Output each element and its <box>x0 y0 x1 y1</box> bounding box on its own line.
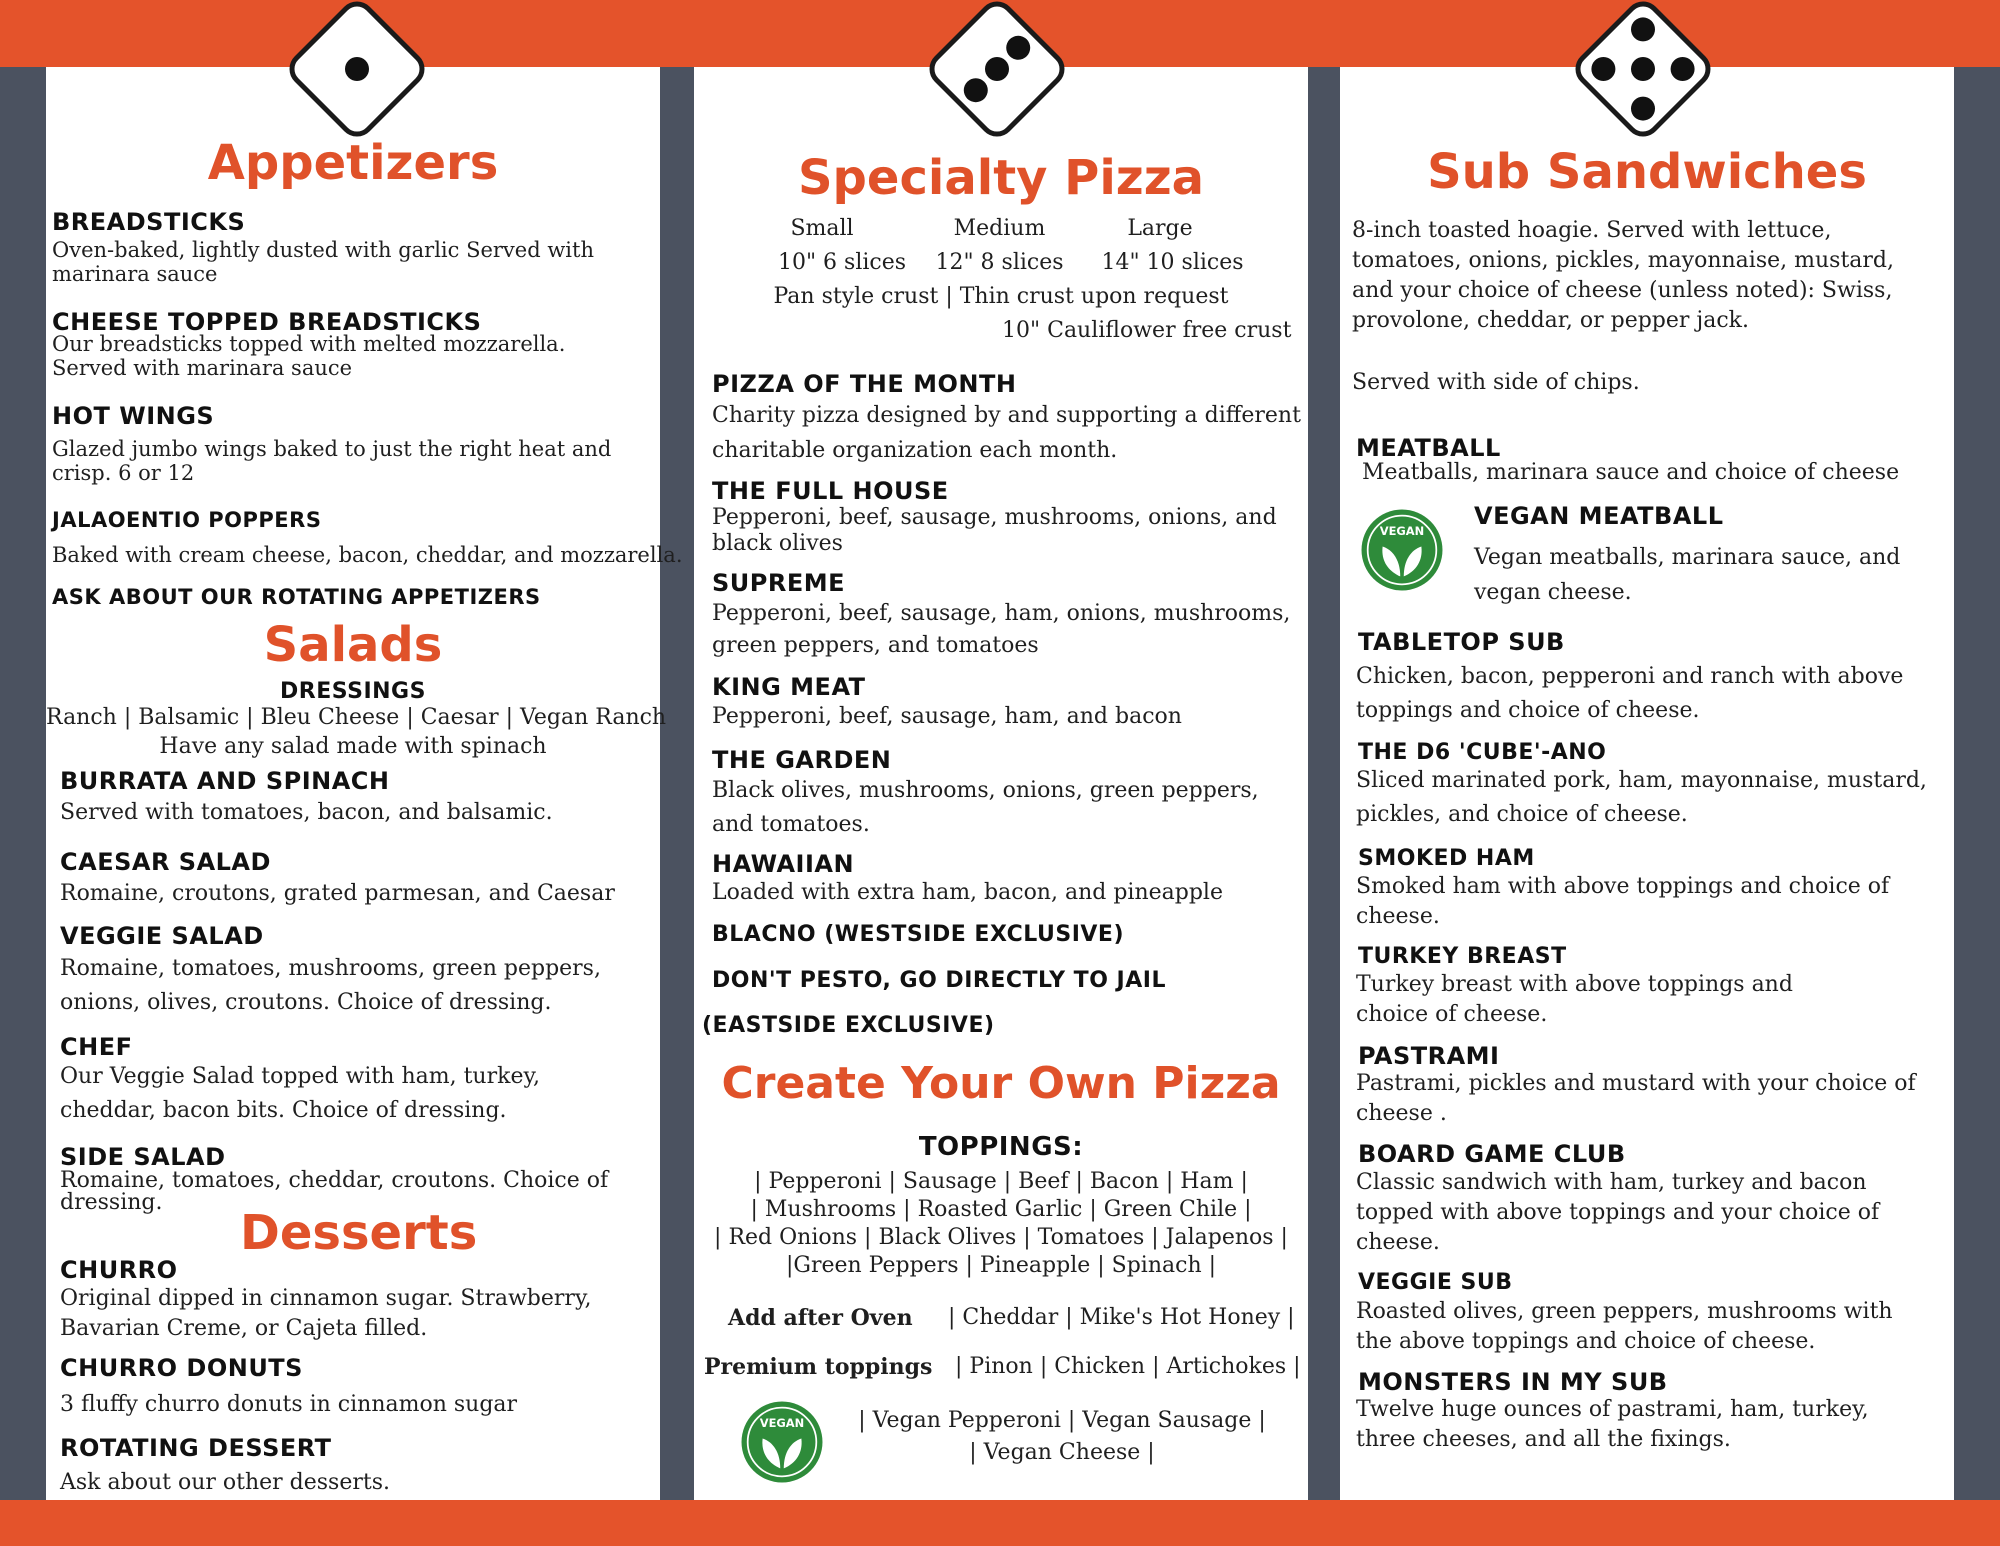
item-name: CHURRO <box>60 1256 178 1284</box>
after-oven-items: | Cheddar | Mike's Hot Honey | <box>948 1305 1295 1330</box>
item-desc: Turkey breast with above toppings and choice of cheese. <box>1356 972 1793 1027</box>
item-desc: Romaine, tomatoes, cheddar, croutons. Choice of dressing. <box>60 1168 609 1215</box>
item-desc: Baked with cream cheese, bacon, cheddar, and mozzarella. <box>52 543 683 567</box>
size-small-label: Small <box>790 216 854 241</box>
item-desc: Charity pizza designed by and supporting a different charitable organization each month. <box>712 403 1301 463</box>
appetizers-title: Appetizers <box>207 135 499 191</box>
item-desc: Classic sandwich with ham, turkey and bacon topped with above toppings and your choice of cheese. <box>1356 1170 1880 1255</box>
item-name: BOARD GAME CLUB <box>1358 1140 1626 1168</box>
item-name: TABLETOP SUB <box>1358 628 1565 656</box>
item-name: KING MEAT <box>712 673 866 701</box>
vegan-toppings-line: | Vegan Pepperoni | Vegan Sausage | <box>858 1408 1266 1433</box>
item-name: MEATBALL <box>1356 434 1501 462</box>
item-name: TURKEY BREAST <box>1358 944 1567 969</box>
premium-items: | Pinon | Chicken | Artichokes | <box>955 1354 1301 1379</box>
subs-intro: 8-inch toasted hoagie. Served with lettuce, tomatoes, onions, pickles, mayonnaise, mustard, and your choice of cheese (unless noted): Swiss, provolone, cheddar, or pepper jack. <box>1352 218 1894 333</box>
bottom-band <box>0 1500 2000 1546</box>
item-name: CHEESE TOPPED BREADSTICKS <box>52 308 482 336</box>
item-desc: Meatballs, marinara sauce and choice of cheese <box>1362 460 1900 485</box>
item-desc: Original dipped in cinnamon sugar. Strawberry, Bavarian Creme, or Cajeta filled. <box>60 1286 592 1341</box>
item-desc: Our Veggie Salad topped with ham, turkey, cheddar, bacon bits. Choice of dressing. <box>60 1064 540 1123</box>
premium-label: Premium toppings <box>704 1354 933 1380</box>
item-desc: Black olives, mushrooms, onions, green peppers, and tomatoes. <box>712 778 1259 837</box>
item-desc: Ask about our other desserts. <box>60 1470 390 1495</box>
toppings-line: | Red Onions | Black Olives | Tomatoes | Jalapenos | <box>714 1225 1288 1250</box>
item-desc: 3 fluffy churro donuts in cinnamon sugar <box>60 1392 518 1417</box>
eastside-exclusive-label: (EASTSIDE EXCLUSIVE) <box>702 1013 995 1038</box>
item-name: CAESAR SALAD <box>60 848 271 876</box>
dressings-title: DRESSINGS <box>280 679 426 704</box>
after-oven-label: Add after Oven <box>728 1305 913 1331</box>
size-medium-detail: 12" 8 slices <box>935 250 1064 275</box>
item-desc: Glazed jumbo wings baked to just the right heat and crisp. 6 or 12 <box>52 437 612 485</box>
vegan-leaf-icon <box>1358 506 1446 594</box>
dressings-list: Ranch | Balsamic | Bleu Cheese | Caesar | Vegan Ranch <box>46 705 667 730</box>
item-desc: Served with tomatoes, bacon, and balsamic. <box>60 800 553 825</box>
item-desc: Chicken, bacon, pepperoni and ranch with above toppings and choice of cheese. <box>1356 664 1904 723</box>
rotating-appetizers-note: ASK ABOUT OUR ROTATING APPETIZERS <box>52 585 541 609</box>
size-large-detail: 14" 10 slices <box>1101 250 1244 275</box>
salads-title: Salads <box>263 617 443 673</box>
item-name: JALAOENTIO POPPERS <box>52 508 322 532</box>
item-name: SIDE SALAD <box>60 1143 226 1171</box>
item-desc: Our breadsticks topped with melted mozzarella. Served with marinara sauce <box>52 332 566 380</box>
vegan-toppings-line: | Vegan Cheese | <box>969 1440 1155 1465</box>
item-desc: Pastrami, pickles and mustard with your choice of cheese . <box>1356 1071 1916 1126</box>
item-desc: Pepperoni, beef, sausage, mushrooms, onions, and black olives <box>712 505 1277 556</box>
size-medium-label: Medium <box>953 216 1046 241</box>
vegan-leaf-icon <box>738 1398 826 1486</box>
item-name: VEGGIE SALAD <box>60 922 264 950</box>
item-desc: Romaine, croutons, grated parmesan, and Caesar <box>60 881 615 906</box>
create-pizza-title: Create Your Own Pizza <box>721 1058 1281 1109</box>
item-desc: Oven-baked, lightly dusted with garlic Served with marinara sauce <box>52 238 594 286</box>
item-name: SUPREME <box>712 569 846 597</box>
specialty-pizza-title: Specialty Pizza <box>797 150 1205 206</box>
item-desc: Loaded with extra ham, bacon, and pineapple <box>712 880 1223 905</box>
item-name: BURRATA AND SPINACH <box>60 767 390 795</box>
item-name: THE GARDEN <box>712 746 892 774</box>
westside-exclusive: BLACNO (WESTSIDE EXCLUSIVE) <box>712 922 1125 947</box>
item-name: HAWAIIAN <box>712 850 855 878</box>
desserts-title: Desserts <box>240 1205 478 1261</box>
toppings-line: |Green Peppers | Pineapple | Spinach | <box>785 1253 1217 1278</box>
eastside-exclusive-name: DON'T PESTO, GO DIRECTLY TO JAIL <box>712 968 1166 993</box>
item-name: THE D6 'CUBE'-ANO <box>1358 740 1607 765</box>
cauliflower-note: 10" Cauliflower free crust <box>1002 318 1292 343</box>
chips-note: Served with side of chips. <box>1352 370 1640 395</box>
spinach-note: Have any salad made with spinach <box>159 734 547 759</box>
toppings-title: TOPPINGS: <box>918 1132 1084 1162</box>
item-name: VEGAN MEATBALL <box>1474 502 1724 530</box>
vegan-badge-label: VEGAN <box>1379 524 1425 539</box>
item-name: PASTRAMI <box>1358 1042 1500 1070</box>
size-large-label: Large <box>1127 216 1193 241</box>
crust-note: Pan style crust | Thin crust upon request <box>773 284 1229 309</box>
vegan-badge-label: VEGAN <box>759 1416 805 1431</box>
item-desc: Pepperoni, beef, sausage, ham, onions, mushrooms, green peppers, and tomatoes <box>712 601 1291 658</box>
item-name: CHEF <box>60 1033 133 1061</box>
item-desc: Vegan meatballs, marinara sauce, and vegan cheese. <box>1474 545 1901 605</box>
item-desc: Romaine, tomatoes, mushrooms, green peppers, onions, olives, croutons. Choice of dressing. <box>60 956 601 1015</box>
item-desc: Roasted olives, green peppers, mushrooms with the above toppings and choice of cheese. <box>1356 1299 1893 1354</box>
toppings-line: | Mushrooms | Roasted Garlic | Green Chile | <box>750 1197 1252 1222</box>
item-name: PIZZA OF THE MONTH <box>712 370 1017 398</box>
item-name: MONSTERS IN MY SUB <box>1358 1368 1668 1396</box>
item-name: SMOKED HAM <box>1358 846 1535 871</box>
sub-sandwiches-title: Sub Sandwiches <box>1427 144 1867 200</box>
item-desc: Sliced marinated pork, ham, mayonnaise, mustard, pickles, and choice of cheese. <box>1356 768 1927 827</box>
item-name: BREADSTICKS <box>52 208 246 236</box>
item-desc: Smoked ham with above toppings and choice of cheese. <box>1356 874 1890 929</box>
item-name: VEGGIE SUB <box>1358 1270 1513 1295</box>
item-name: CHURRO DONUTS <box>60 1354 303 1382</box>
item-desc: Pepperoni, beef, sausage, ham, and bacon <box>712 704 1182 729</box>
size-small-detail: 10" 6 slices <box>777 250 907 275</box>
item-desc: Twelve huge ounces of pastrami, ham, turkey, three cheeses, and all the fixings. <box>1356 1397 1869 1452</box>
item-name: THE FULL HOUSE <box>712 477 949 505</box>
item-name: HOT WINGS <box>52 402 215 430</box>
toppings-line: | Pepperoni | Sausage | Beef | Bacon | Ham | <box>754 1169 1248 1194</box>
item-name: ROTATING DESSERT <box>60 1434 332 1462</box>
